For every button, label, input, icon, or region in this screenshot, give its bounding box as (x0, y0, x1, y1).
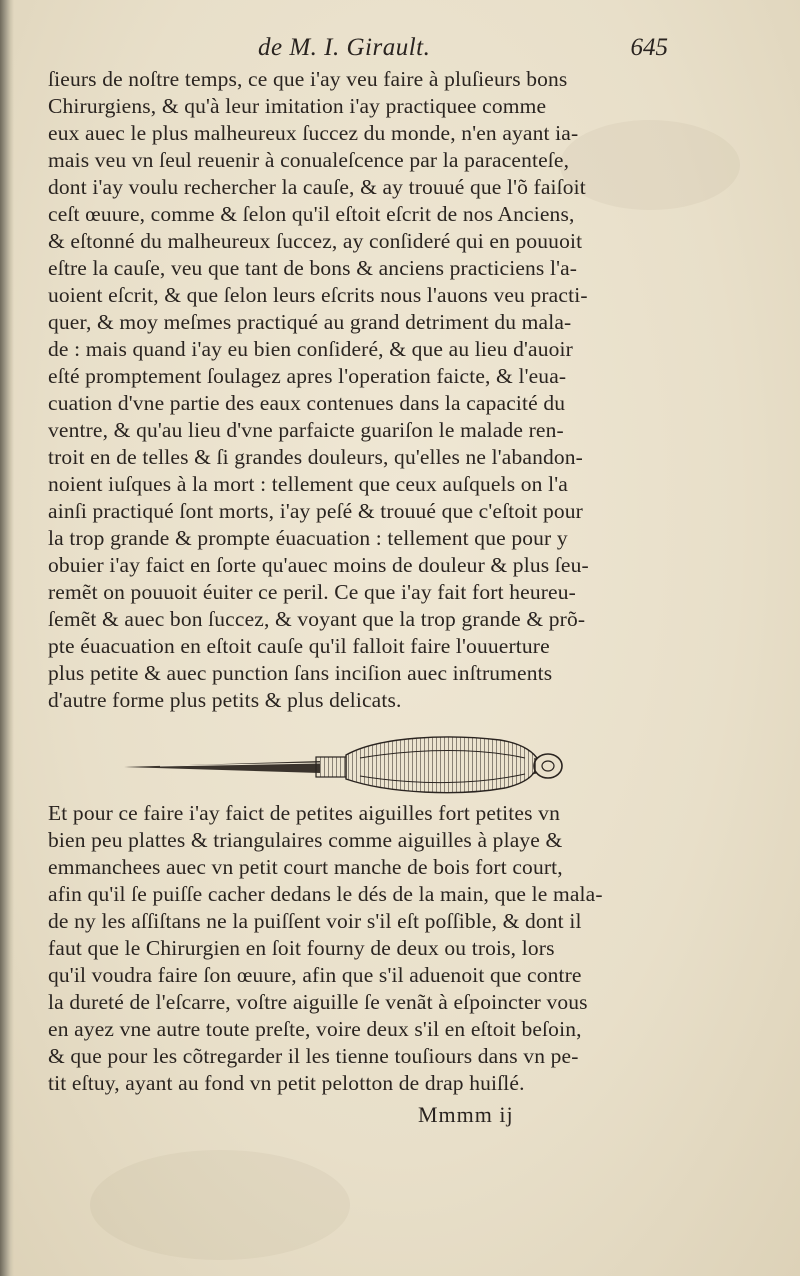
text-line: ceſt œuure, comme & ſelon qu'il eſtoit eſcrit de nos Anciens, (48, 202, 575, 226)
text-line: dont i'ay voulu rechercher la cauſe, & ay trouué que l'õ faiſoit (48, 175, 586, 199)
text-line: emmanchees auec vn petit court manche de bois fort court, (48, 855, 563, 879)
text-line: Et pour ce faire i'ay faict de petites aiguilles fort petites vn (48, 801, 560, 825)
needle-blade (124, 761, 320, 773)
needle-ferrule (316, 757, 346, 777)
text-line: eux auec le plus malheureux ſuccez du monde, n'en ayant ia- (48, 121, 579, 145)
page-number: 645 (630, 34, 668, 61)
running-head: de M. I. Girault. (258, 34, 431, 61)
text-line: & eſtonné du malheureux ſuccez, ay conſideré qui en pouuoit (48, 229, 583, 253)
text-line: ventre, & qu'au lieu d'vne parfaicte guariſon le malade ren- (48, 418, 564, 442)
text-line: en ayez vne autre toute preſte, voire deux s'il en eſtoit beſoin, (48, 1017, 582, 1041)
text-line: eſté promptement ſoulagez apres l'operation faicte, & l'eua- (48, 364, 567, 388)
text-line: faut que le Chirurgien en ſoit fourny de deux ou trois, lors (48, 936, 555, 960)
text-line: de ny les aſſiſtans ne la puiſſent voir s'il eſt poſſible, & dont il (48, 909, 582, 933)
text-line: noient iuſques à la mort : tellement que ceux auſquels on l'a (48, 472, 568, 496)
paper-stain (90, 1150, 350, 1260)
text-line: cuation d'vne partie des eaux contenues dans la capacité du (48, 391, 566, 415)
text-line: & que pour les cõtregarder il les tienne touſiours dans vn pe- (48, 1044, 579, 1068)
text-line: uoient eſcrit, & que ſelon leurs eſcrits nous l'auons veu practi- (48, 283, 588, 307)
text-line: plus petite & auec punction ſans inciſion auec inſtruments (48, 661, 553, 685)
handle-cap (534, 754, 562, 778)
text-line: tit eſtuy, ayant au fond vn petit pelotton de drap huiſlé. (48, 1071, 525, 1095)
text-line: de : mais quand i'ay eu bien conſideré, & que au lieu d'auoir (48, 337, 573, 361)
paragraph-1 (48, 66, 660, 714)
text-line: mais veu vn ſeul reuenir à conualeſcence par la paracenteſe, (48, 148, 570, 172)
binding-edge (0, 0, 14, 1276)
text-line: d'autre forme plus petits & plus delicats. (48, 688, 402, 712)
needle-illustration (120, 728, 580, 798)
text-line: Chirurgiens, & qu'à leur imitation i'ay practiquee comme (48, 94, 547, 118)
text-line: eſtre la cauſe, veu que tant de bons & anciens practiciens l'a- (48, 256, 578, 280)
text-line: la dureté de l'eſcarre, voſtre aiguille ſe venãt à eſpoincter vous (48, 990, 588, 1014)
paragraph-2 (48, 800, 660, 1097)
text-line: remẽt on pouuoit éuiter ce peril. Ce que i'ay fait fort heureu- (48, 580, 576, 604)
signature-mark: Mmmm ij (418, 1102, 514, 1127)
text-line: ſemẽt & auec bon ſuccez, & voyant que la trop grande & prõ- (48, 607, 586, 631)
text-line: ſieurs de noſtre temps, ce que i'ay veu faire à pluſieurs bons (48, 67, 568, 91)
text-line: bien peu plattes & triangulaires comme aiguilles à playe & (48, 828, 563, 852)
text-line: la trop grande & prompte éuacuation : tellement que pour y (48, 526, 568, 550)
wooden-handle (346, 737, 538, 793)
text-line: ainſi practiqué ſont morts, i'ay peſé & trouué que c'eſtoit pour (48, 499, 583, 523)
text-line: obuier i'ay faict en ſorte qu'auec moins de douleur & plus ſeu- (48, 553, 589, 577)
text-line: troit en de telles & ſi grandes douleurs, qu'elles ne l'abandon- (48, 445, 583, 469)
text-line: qu'il voudra faire ſon œuure, afin que s'il aduenoit que contre (48, 963, 582, 987)
page-header (58, 30, 668, 66)
text-line: afin qu'il ſe puiſſe cacher dedans le dés de la main, que le mala- (48, 882, 603, 906)
text-line: quer, & moy meſmes practiqué au grand detriment du mala- (48, 310, 572, 334)
text-line: pte éuacuation en eſtoit cauſe qu'il falloit faire l'ouuerture (48, 634, 550, 658)
